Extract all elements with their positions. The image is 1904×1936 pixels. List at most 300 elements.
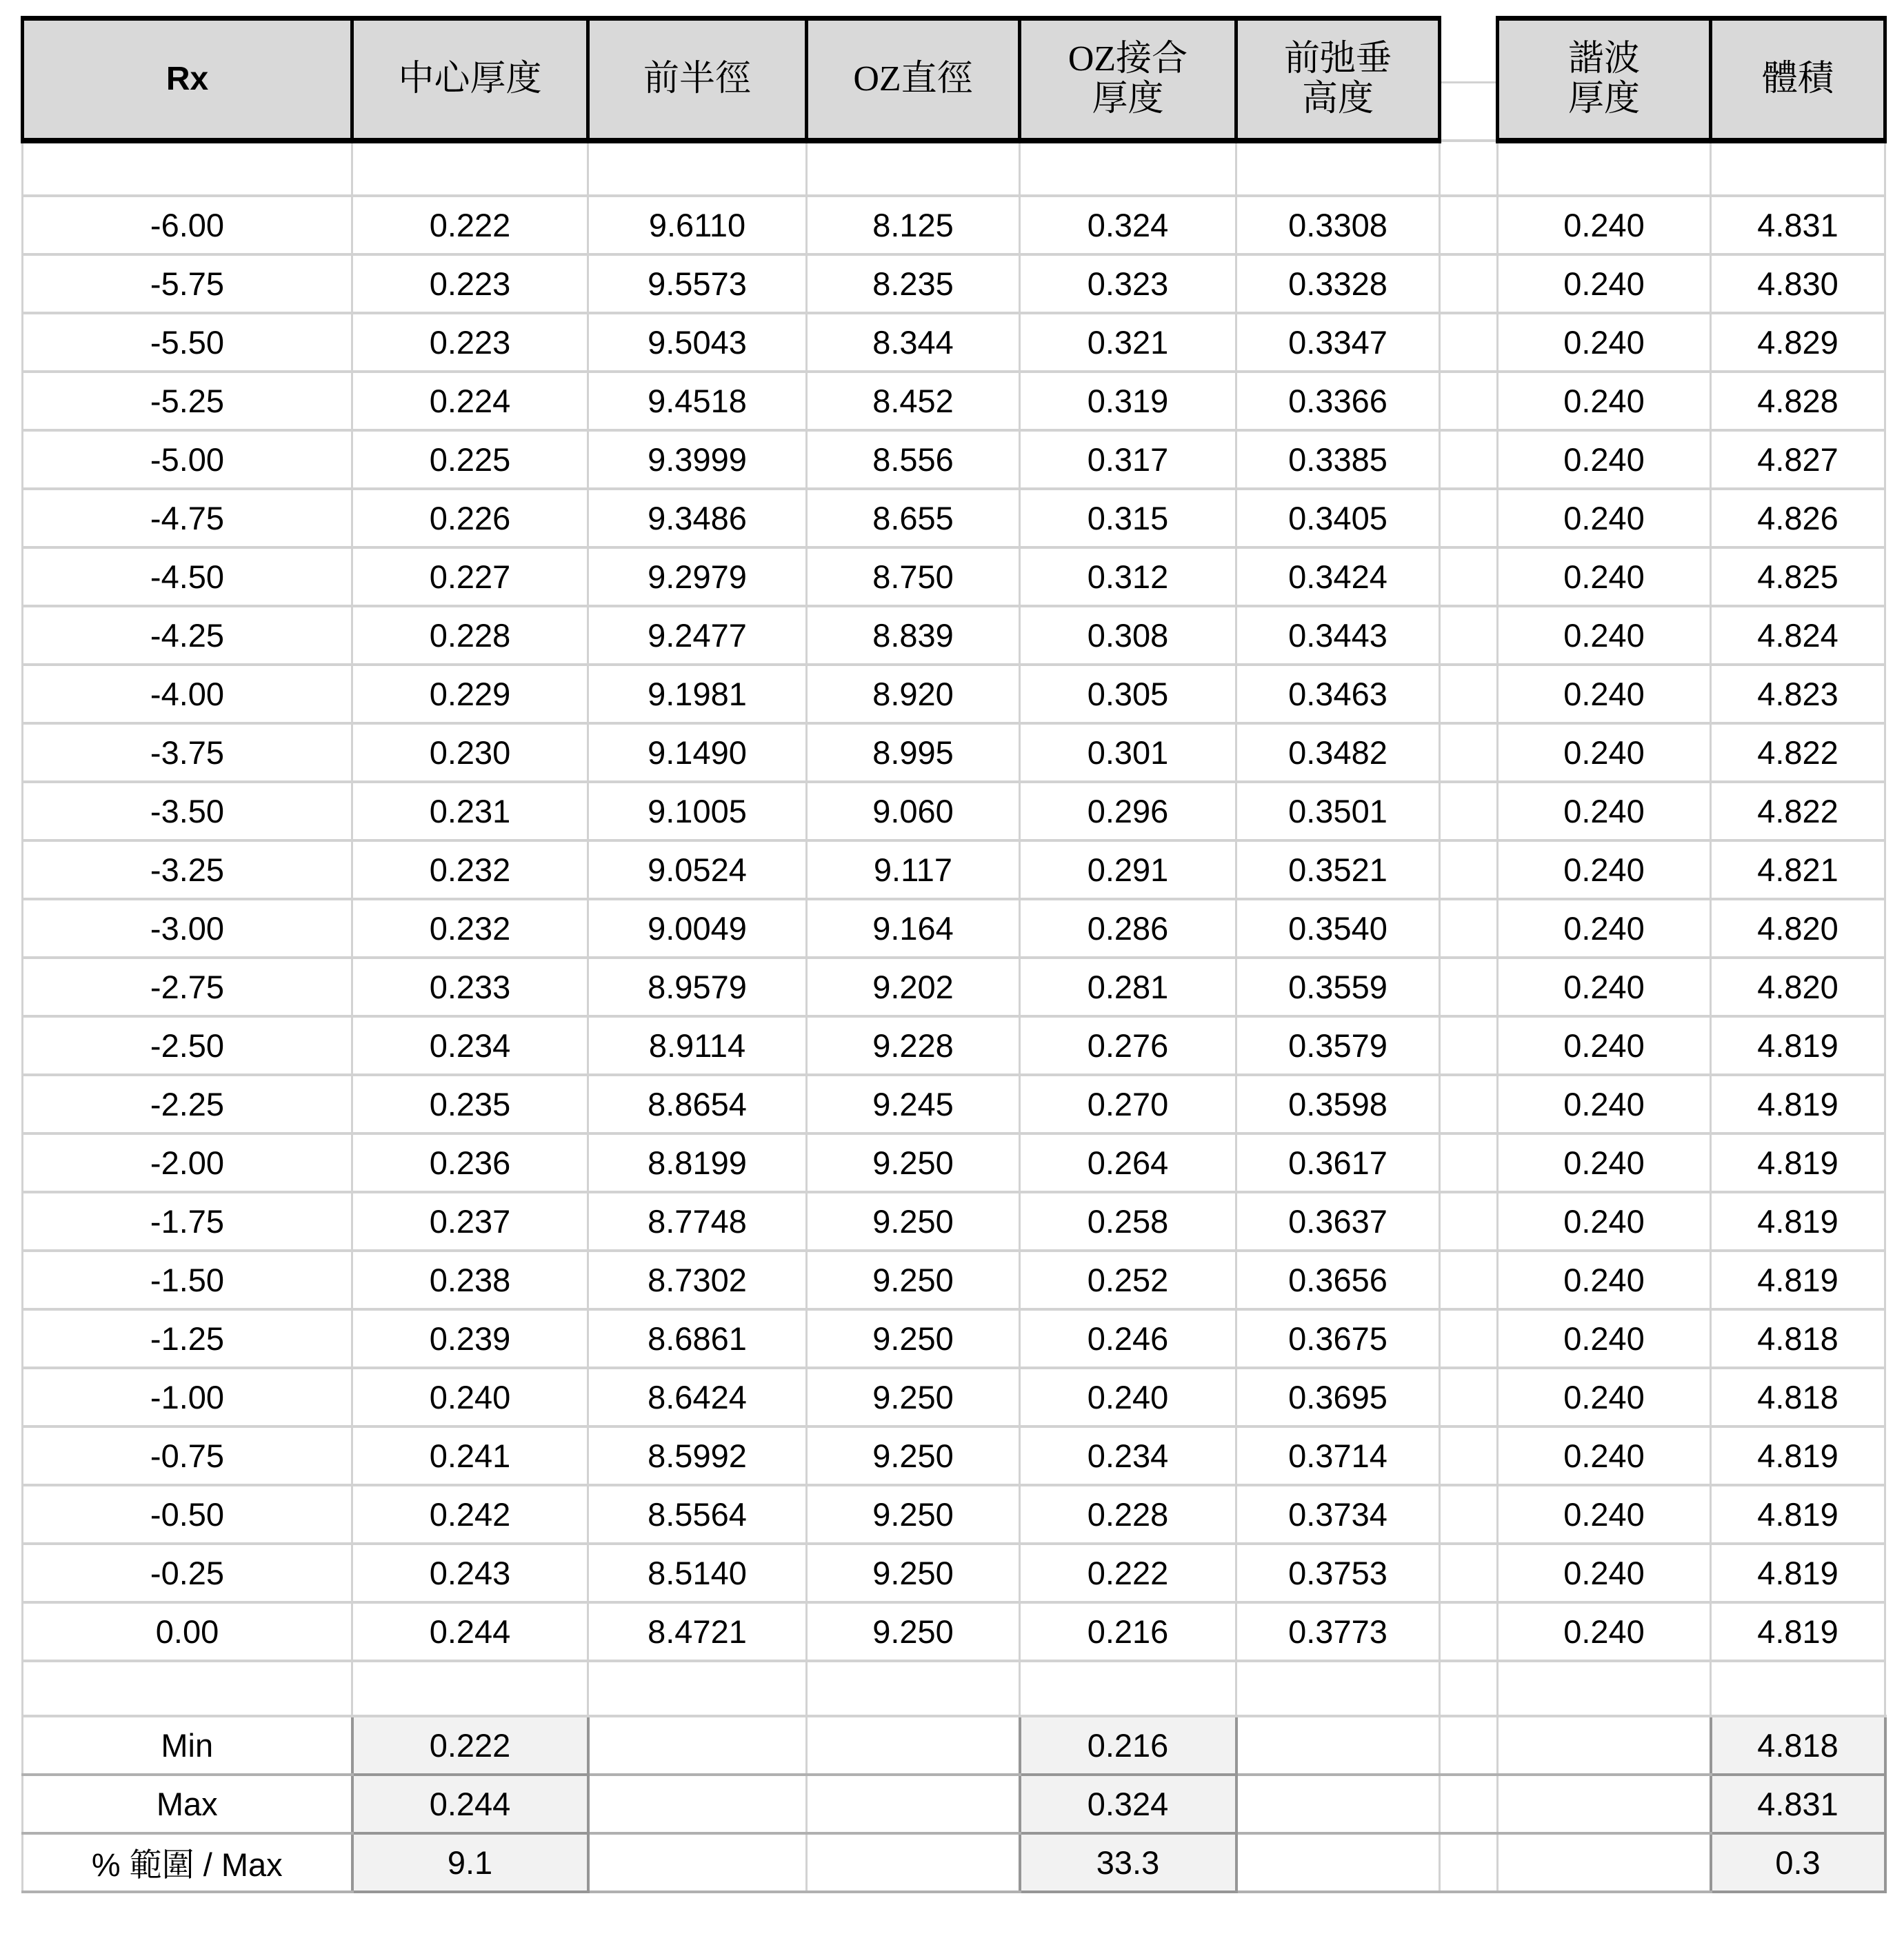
column-header-oz-junction-thickness: OZ接合 厚度 — [1020, 19, 1236, 141]
cell-harmonic_thickness: 0.240 — [1498, 196, 1711, 254]
cell-front_sag_height: 0.3734 — [1236, 1485, 1440, 1544]
table-row — [23, 547, 1885, 606]
cell-center_thickness: 0.222 — [352, 1716, 588, 1775]
cell-front_sag_height: 0.3308 — [1236, 196, 1440, 254]
gap-cell — [1440, 1016, 1498, 1075]
gap-cell — [1440, 958, 1498, 1016]
cell-rx: -4.50 — [23, 547, 352, 606]
cell-oz_junction_thickness: 0.270 — [1020, 1075, 1236, 1133]
cell-oz_junction_thickness: 0.222 — [1020, 1544, 1236, 1602]
cell-oz_junction_thickness: 0.246 — [1020, 1309, 1236, 1368]
cell-oz_junction_thickness: 0.264 — [1020, 1133, 1236, 1192]
cell-oz_junction_thickness: 0.324 — [1020, 196, 1236, 254]
summary-row — [23, 1775, 1885, 1833]
cell-volume: 4.819 — [1711, 1192, 1885, 1251]
cell-center_thickness: 0.229 — [352, 665, 588, 723]
cell-front_radius: 8.8199 — [588, 1133, 807, 1192]
cell-center_thickness: 0.222 — [352, 196, 588, 254]
cell-volume: 4.822 — [1711, 723, 1885, 782]
cell-front_radius: 9.0524 — [588, 840, 807, 899]
cell-rx: 0.00 — [23, 1602, 352, 1661]
cell-front_sag_height: 0.3753 — [1236, 1544, 1440, 1602]
cell-rx: -1.50 — [23, 1251, 352, 1309]
cell-rx: -4.00 — [23, 665, 352, 723]
cell-volume: 4.819 — [1711, 1251, 1885, 1309]
cell-center_thickness: 0.232 — [352, 840, 588, 899]
cell-oz_junction_thickness: 0.321 — [1020, 313, 1236, 372]
cell-oz_diameter: 8.235 — [807, 254, 1020, 313]
cell-front_sag_height: 0.3559 — [1236, 958, 1440, 1016]
cell-front_radius: 8.6424 — [588, 1368, 807, 1426]
cell-oz_junction_thickness — [1020, 1661, 1236, 1716]
cell-rx: -6.00 — [23, 196, 352, 254]
cell-oz_diameter: 8.839 — [807, 606, 1020, 665]
cell-oz_junction_thickness: 0.240 — [1020, 1368, 1236, 1426]
table-row — [23, 1075, 1885, 1133]
cell-front_sag_height: 0.3385 — [1236, 430, 1440, 489]
cell-oz_junction_thickness: 0.324 — [1020, 1775, 1236, 1833]
gap-cell — [1440, 723, 1498, 782]
column-header-center-thickness: 中心厚度 — [352, 19, 588, 141]
gap-cell — [1440, 1192, 1498, 1251]
cell-center_thickness: 0.240 — [352, 1368, 588, 1426]
cell-oz_diameter — [807, 1716, 1020, 1775]
cell-volume: 4.819 — [1711, 1075, 1885, 1133]
cell-front_radius: 9.2979 — [588, 547, 807, 606]
cell-volume: 4.829 — [1711, 313, 1885, 372]
cell-harmonic_thickness: 0.240 — [1498, 1133, 1711, 1192]
cell-rx: -3.00 — [23, 899, 352, 958]
gap-gridline — [1441, 19, 1496, 83]
gap-cell — [1440, 1133, 1498, 1192]
cell-oz_diameter — [807, 1833, 1020, 1892]
cell-center_thickness: 0.225 — [352, 430, 588, 489]
cell-front_radius: 8.7748 — [588, 1192, 807, 1251]
cell-oz_diameter: 9.250 — [807, 1602, 1020, 1661]
cell-front_radius — [588, 1661, 807, 1716]
cell-front_sag_height — [1236, 1833, 1440, 1892]
cell-oz_diameter: 9.250 — [807, 1426, 1020, 1485]
cell-front_sag_height: 0.3443 — [1236, 606, 1440, 665]
cell-front_sag_height: 0.3463 — [1236, 665, 1440, 723]
cell-rx: -2.50 — [23, 1016, 352, 1075]
cell-front_radius: 8.5564 — [588, 1485, 807, 1544]
cell-harmonic_thickness: 0.240 — [1498, 1368, 1711, 1426]
gap-cell — [1440, 1716, 1498, 1775]
table-row — [23, 1368, 1885, 1426]
table-row — [23, 1192, 1885, 1251]
cell-center_thickness: 0.241 — [352, 1426, 588, 1485]
table-row — [23, 665, 1885, 723]
cell-volume — [1711, 141, 1885, 196]
cell-harmonic_thickness: 0.240 — [1498, 489, 1711, 547]
gap-cell — [1440, 430, 1498, 489]
cell-oz_diameter: 9.250 — [807, 1368, 1020, 1426]
cell-volume: 4.831 — [1711, 196, 1885, 254]
cell-front_radius: 9.5043 — [588, 313, 807, 372]
cell-center_thickness: 0.228 — [352, 606, 588, 665]
cell-oz_diameter — [807, 1661, 1020, 1716]
table-row — [23, 606, 1885, 665]
cell-front_sag_height: 0.3675 — [1236, 1309, 1440, 1368]
column-header-rx: Rx — [23, 19, 352, 141]
cell-volume: 4.820 — [1711, 899, 1885, 958]
cell-oz_junction_thickness: 0.291 — [1020, 840, 1236, 899]
table-row — [23, 141, 1885, 196]
cell-harmonic_thickness: 0.240 — [1498, 899, 1711, 958]
cell-oz_junction_thickness: 0.286 — [1020, 899, 1236, 958]
cell-harmonic_thickness — [1498, 141, 1711, 196]
cell-center_thickness: 0.235 — [352, 1075, 588, 1133]
column-header-oz-diameter: OZ直徑 — [807, 19, 1020, 141]
cell-front_radius — [588, 1833, 807, 1892]
cell-rx: -0.25 — [23, 1544, 352, 1602]
column-header-harmonic-thickness: 諧波 厚度 — [1498, 19, 1711, 141]
cell-center_thickness: 0.239 — [352, 1309, 588, 1368]
column-header-volume: 體積 — [1711, 19, 1885, 141]
cell-oz_diameter — [807, 141, 1020, 196]
column-header-front-radius: 前半徑 — [588, 19, 807, 141]
cell-front_radius: 9.1490 — [588, 723, 807, 782]
cell-harmonic_thickness: 0.240 — [1498, 1075, 1711, 1133]
cell-oz_junction_thickness: 0.312 — [1020, 547, 1236, 606]
cell-volume: 4.830 — [1711, 254, 1885, 313]
table-row — [23, 1602, 1885, 1661]
gap-cell — [1440, 1368, 1498, 1426]
cell-front_sag_height: 0.3540 — [1236, 899, 1440, 958]
cell-oz_junction_thickness: 0.234 — [1020, 1426, 1236, 1485]
cell-harmonic_thickness — [1498, 1833, 1711, 1892]
gap-cell — [1440, 782, 1498, 840]
gap-cell — [1440, 1485, 1498, 1544]
cell-center_thickness: 0.223 — [352, 254, 588, 313]
cell-oz_diameter: 8.125 — [807, 196, 1020, 254]
cell-center_thickness: 0.244 — [352, 1775, 588, 1833]
cell-front_radius: 9.4518 — [588, 372, 807, 430]
gap-cell — [1440, 1775, 1498, 1833]
table-row — [23, 723, 1885, 782]
cell-front_radius: 9.1005 — [588, 782, 807, 840]
cell-center_thickness: 9.1 — [352, 1833, 588, 1892]
cell-front_sag_height: 0.3637 — [1236, 1192, 1440, 1251]
cell-center_thickness: 0.231 — [352, 782, 588, 840]
cell-oz_diameter: 8.344 — [807, 313, 1020, 372]
cell-volume: 4.822 — [1711, 782, 1885, 840]
cell-front_radius: 9.1981 — [588, 665, 807, 723]
cell-harmonic_thickness: 0.240 — [1498, 665, 1711, 723]
cell-front_sag_height: 0.3424 — [1236, 547, 1440, 606]
table-row — [23, 782, 1885, 840]
cell-oz_junction_thickness: 0.323 — [1020, 254, 1236, 313]
cell-front_radius: 8.9579 — [588, 958, 807, 1016]
cell-center_thickness — [352, 141, 588, 196]
table-row — [23, 1426, 1885, 1485]
table-row — [23, 958, 1885, 1016]
cell-oz_junction_thickness: 0.296 — [1020, 782, 1236, 840]
cell-front_sag_height: 0.3347 — [1236, 313, 1440, 372]
cell-front_radius: 8.8654 — [588, 1075, 807, 1133]
cell-rx: -3.75 — [23, 723, 352, 782]
table-row — [23, 1016, 1885, 1075]
cell-rx: -0.50 — [23, 1485, 352, 1544]
cell-harmonic_thickness: 0.240 — [1498, 1602, 1711, 1661]
cell-rx: -5.50 — [23, 313, 352, 372]
cell-oz_diameter: 9.250 — [807, 1309, 1020, 1368]
table-row — [23, 430, 1885, 489]
cell-center_thickness: 0.236 — [352, 1133, 588, 1192]
cell-rx: Max — [23, 1775, 352, 1833]
cell-harmonic_thickness: 0.240 — [1498, 1192, 1711, 1251]
cell-volume: 4.824 — [1711, 606, 1885, 665]
gap-cell — [1440, 489, 1498, 547]
cell-front_radius: 8.5140 — [588, 1544, 807, 1602]
cell-rx: -3.25 — [23, 840, 352, 899]
cell-oz_junction_thickness: 0.258 — [1020, 1192, 1236, 1251]
gap-cell — [1440, 606, 1498, 665]
cell-oz_junction_thickness: 0.317 — [1020, 430, 1236, 489]
cell-oz_junction_thickness: 0.276 — [1020, 1016, 1236, 1075]
cell-volume: 4.825 — [1711, 547, 1885, 606]
cell-volume: 4.823 — [1711, 665, 1885, 723]
cell-front_radius: 9.2477 — [588, 606, 807, 665]
cell-rx: -5.75 — [23, 254, 352, 313]
cell-harmonic_thickness: 0.240 — [1498, 1426, 1711, 1485]
cell-center_thickness: 0.223 — [352, 313, 588, 372]
cell-front_sag_height: 0.3366 — [1236, 372, 1440, 430]
cell-volume: 4.819 — [1711, 1133, 1885, 1192]
cell-front_sag_height: 0.3405 — [1236, 489, 1440, 547]
cell-front_sag_height: 0.3656 — [1236, 1251, 1440, 1309]
cell-volume: 4.819 — [1711, 1016, 1885, 1075]
cell-center_thickness: 0.224 — [352, 372, 588, 430]
cell-oz_diameter: 8.995 — [807, 723, 1020, 782]
cell-harmonic_thickness: 0.240 — [1498, 606, 1711, 665]
cell-harmonic_thickness: 0.240 — [1498, 547, 1711, 606]
cell-oz_diameter — [807, 1775, 1020, 1833]
cell-front_sag_height — [1236, 1716, 1440, 1775]
gap-cell — [1440, 196, 1498, 254]
cell-front_radius — [588, 1716, 807, 1775]
gap-cell — [1440, 840, 1498, 899]
cell-volume: 4.818 — [1711, 1716, 1885, 1775]
table-row — [23, 899, 1885, 958]
cell-volume: 4.818 — [1711, 1368, 1885, 1426]
cell-front_radius: 9.5573 — [588, 254, 807, 313]
table-row — [23, 1544, 1885, 1602]
cell-rx: -2.25 — [23, 1075, 352, 1133]
cell-volume: 4.818 — [1711, 1309, 1885, 1368]
cell-oz_diameter: 9.250 — [807, 1133, 1020, 1192]
cell-front_radius: 8.9114 — [588, 1016, 807, 1075]
cell-volume: 4.819 — [1711, 1544, 1885, 1602]
cell-oz_diameter: 8.750 — [807, 547, 1020, 606]
table-row — [23, 1485, 1885, 1544]
cell-rx: -4.25 — [23, 606, 352, 665]
cell-oz_diameter: 9.250 — [807, 1544, 1020, 1602]
cell-harmonic_thickness: 0.240 — [1498, 782, 1711, 840]
cell-oz_junction_thickness: 0.281 — [1020, 958, 1236, 1016]
cell-oz_diameter: 9.202 — [807, 958, 1020, 1016]
cell-oz_diameter: 9.250 — [807, 1251, 1020, 1309]
cell-volume: 4.819 — [1711, 1602, 1885, 1661]
cell-volume: 4.827 — [1711, 430, 1885, 489]
cell-oz_diameter: 8.655 — [807, 489, 1020, 547]
cell-rx: -4.75 — [23, 489, 352, 547]
cell-front_sag_height: 0.3501 — [1236, 782, 1440, 840]
cell-harmonic_thickness — [1498, 1661, 1711, 1716]
cell-center_thickness: 0.227 — [352, 547, 588, 606]
cell-rx: Min — [23, 1716, 352, 1775]
table-row — [23, 254, 1885, 313]
cell-volume: 4.831 — [1711, 1775, 1885, 1833]
cell-rx: -1.25 — [23, 1309, 352, 1368]
cell-oz_junction_thickness: 0.252 — [1020, 1251, 1236, 1309]
gap-cell — [1440, 1251, 1498, 1309]
cell-harmonic_thickness: 0.240 — [1498, 840, 1711, 899]
table-row — [23, 1133, 1885, 1192]
header-row — [23, 19, 1885, 141]
cell-harmonic_thickness: 0.240 — [1498, 958, 1711, 1016]
cell-harmonic_thickness: 0.240 — [1498, 430, 1711, 489]
cell-front_radius — [588, 1775, 807, 1833]
cell-center_thickness: 0.232 — [352, 899, 588, 958]
cell-rx: -2.75 — [23, 958, 352, 1016]
cell-front_radius — [588, 141, 807, 196]
cell-oz_junction_thickness: 0.308 — [1020, 606, 1236, 665]
cell-oz_diameter: 9.250 — [807, 1192, 1020, 1251]
cell-front_sag_height: 0.3617 — [1236, 1133, 1440, 1192]
cell-oz_junction_thickness: 0.216 — [1020, 1602, 1236, 1661]
cell-front_sag_height: 0.3482 — [1236, 723, 1440, 782]
cell-center_thickness — [352, 1661, 588, 1716]
table-row — [23, 196, 1885, 254]
table-row — [23, 840, 1885, 899]
cell-volume: 4.828 — [1711, 372, 1885, 430]
gap-cell — [1440, 665, 1498, 723]
gap-cell — [1440, 1309, 1498, 1368]
cell-front_radius: 9.0049 — [588, 899, 807, 958]
cell-front_sag_height: 0.3714 — [1236, 1426, 1440, 1485]
cell-harmonic_thickness: 0.240 — [1498, 1251, 1711, 1309]
cell-volume: 4.821 — [1711, 840, 1885, 899]
cell-harmonic_thickness — [1498, 1775, 1711, 1833]
gap-cell — [1440, 1426, 1498, 1485]
cell-front_radius: 9.3999 — [588, 430, 807, 489]
cell-front_sag_height: 0.3579 — [1236, 1016, 1440, 1075]
cell-oz_diameter: 9.245 — [807, 1075, 1020, 1133]
cell-front_radius: 9.6110 — [588, 196, 807, 254]
cell-oz_junction_thickness: 0.301 — [1020, 723, 1236, 782]
cell-volume: 4.826 — [1711, 489, 1885, 547]
cell-rx: -0.75 — [23, 1426, 352, 1485]
table-row — [23, 1251, 1885, 1309]
cell-oz_diameter: 9.117 — [807, 840, 1020, 899]
gap-cell — [1440, 141, 1498, 196]
cell-center_thickness: 0.238 — [352, 1251, 588, 1309]
cell-front_sag_height: 0.3598 — [1236, 1075, 1440, 1133]
cell-harmonic_thickness: 0.240 — [1498, 1485, 1711, 1544]
cell-center_thickness: 0.242 — [352, 1485, 588, 1544]
cell-volume: 4.819 — [1711, 1485, 1885, 1544]
cell-center_thickness: 0.234 — [352, 1016, 588, 1075]
gap-cell — [1440, 1602, 1498, 1661]
gap-cell — [1440, 899, 1498, 958]
cell-oz_junction_thickness: 0.228 — [1020, 1485, 1236, 1544]
lens-parameter-table — [21, 16, 1887, 1893]
cell-volume: 4.819 — [1711, 1426, 1885, 1485]
cell-volume: 0.3 — [1711, 1833, 1885, 1892]
cell-front_sag_height: 0.3328 — [1236, 254, 1440, 313]
gap-cell — [1440, 547, 1498, 606]
table-row — [23, 372, 1885, 430]
cell-oz_diameter: 8.920 — [807, 665, 1020, 723]
cell-harmonic_thickness: 0.240 — [1498, 372, 1711, 430]
cell-rx: -5.25 — [23, 372, 352, 430]
cell-rx: -1.00 — [23, 1368, 352, 1426]
gap-cell — [1440, 1544, 1498, 1602]
cell-volume — [1711, 1661, 1885, 1716]
cell-front_radius: 8.7302 — [588, 1251, 807, 1309]
cell-center_thickness: 0.226 — [352, 489, 588, 547]
cell-front_radius: 8.6861 — [588, 1309, 807, 1368]
cell-harmonic_thickness: 0.240 — [1498, 1309, 1711, 1368]
summary-row — [23, 1833, 1885, 1892]
cell-oz_junction_thickness — [1020, 141, 1236, 196]
gap-cell — [1440, 1075, 1498, 1133]
cell-front_sag_height — [1236, 1661, 1440, 1716]
table-row — [23, 1309, 1885, 1368]
cell-rx: % 範圍 / Max — [23, 1833, 352, 1892]
cell-center_thickness: 0.243 — [352, 1544, 588, 1602]
cell-rx: -2.00 — [23, 1133, 352, 1192]
cell-front_radius: 8.5992 — [588, 1426, 807, 1485]
summary-row — [23, 1716, 1885, 1775]
cell-harmonic_thickness — [1498, 1716, 1711, 1775]
cell-oz_junction_thickness: 0.315 — [1020, 489, 1236, 547]
cell-oz_diameter: 9.164 — [807, 899, 1020, 958]
cell-center_thickness: 0.230 — [352, 723, 588, 782]
gap-cell — [1440, 372, 1498, 430]
gap-cell — [1440, 1833, 1498, 1892]
cell-front_radius: 9.3486 — [588, 489, 807, 547]
cell-harmonic_thickness: 0.240 — [1498, 1544, 1711, 1602]
gap-cell — [1440, 313, 1498, 372]
cell-harmonic_thickness: 0.240 — [1498, 313, 1711, 372]
cell-oz_junction_thickness: 0.216 — [1020, 1716, 1236, 1775]
cell-rx: -3.50 — [23, 782, 352, 840]
cell-harmonic_thickness: 0.240 — [1498, 1016, 1711, 1075]
cell-oz_diameter: 9.250 — [807, 1485, 1020, 1544]
cell-front_sag_height — [1236, 1775, 1440, 1833]
cell-oz_junction_thickness: 33.3 — [1020, 1833, 1236, 1892]
cell-oz_diameter: 8.556 — [807, 430, 1020, 489]
cell-volume: 4.820 — [1711, 958, 1885, 1016]
cell-oz_junction_thickness: 0.319 — [1020, 372, 1236, 430]
cell-center_thickness: 0.233 — [352, 958, 588, 1016]
table-row — [23, 489, 1885, 547]
cell-front_sag_height: 0.3773 — [1236, 1602, 1440, 1661]
table-row — [23, 1661, 1885, 1716]
cell-front_radius: 8.4721 — [588, 1602, 807, 1661]
cell-harmonic_thickness: 0.240 — [1498, 723, 1711, 782]
cell-oz_diameter: 9.060 — [807, 782, 1020, 840]
header-gap-column — [1440, 19, 1498, 141]
cell-center_thickness: 0.237 — [352, 1192, 588, 1251]
cell-front_sag_height: 0.3521 — [1236, 840, 1440, 899]
cell-harmonic_thickness: 0.240 — [1498, 254, 1711, 313]
cell-rx: -5.00 — [23, 430, 352, 489]
cell-rx: -1.75 — [23, 1192, 352, 1251]
